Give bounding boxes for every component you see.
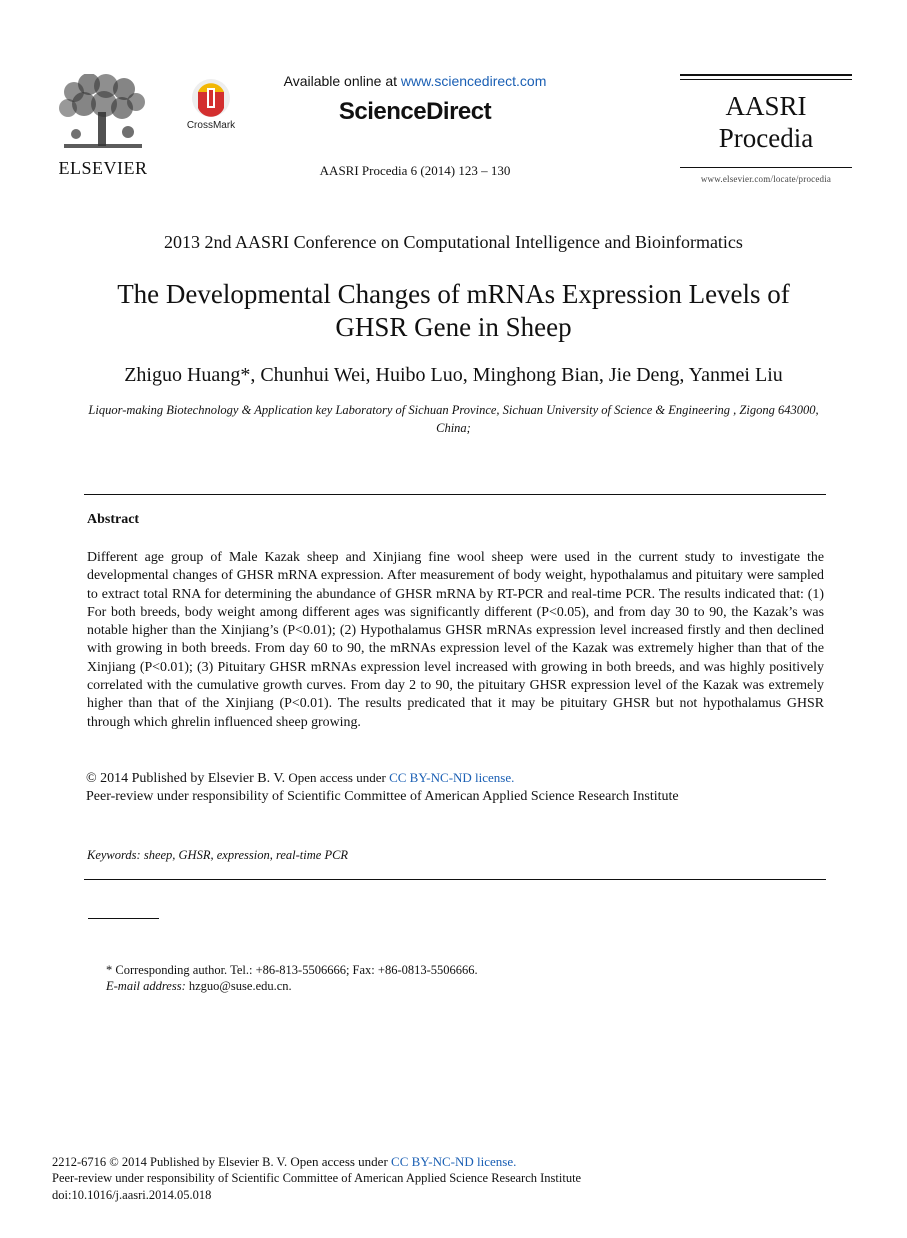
sciencedirect-title: ScienceDirect [338,98,492,125]
copyright-line [86,770,826,787]
masthead-rule-top [680,74,852,76]
paper-title [60,278,847,344]
publisher-wordmark: ELSEVIER [58,158,148,178]
footnote-separator [88,918,159,919]
email-value[interactable]: hzguo@suse.edu.cn. [185,979,292,993]
available-online-line [270,73,560,89]
peer-review-line: Peer-review under responsibility of Scientific Committee of American Applied Science Research Institute [86,789,679,804]
footer-issn-text: 2212-6716 © 2014 Published by Elsevier B. V. [52,1155,288,1169]
journal-url[interactable]: www.elsevier.com/locate/procedia [700,174,832,184]
journal-name-line1: AASRI [725,91,807,121]
author-list: Zhiguo Huang*, Chunhui Wei, Huibo Luo, Minghong Bian, Jie Deng, Yanmei Liu [124,364,783,386]
footer-license-link[interactable]: CC BY-NC-ND license. [391,1154,517,1169]
divider-bottom [84,879,826,880]
conference-name: 2013 2nd AASRI Conference on Computational Intelligence and Bioinformatics [164,232,743,252]
divider-top [84,494,826,495]
footer-doi[interactable]: doi:10.1016/j.aasri.2014.05.018 [52,1188,212,1202]
journal-reference: AASRI Procedia 6 (2014) 123 – 130 [319,163,511,178]
elsevier-tree-icon [54,74,152,154]
masthead-rule-top-thin [680,79,852,80]
email-note [106,979,292,994]
available-prefix: Available online at [283,73,401,89]
sciencedirect-link[interactable]: www.sciencedirect.com [400,73,547,89]
keywords: Keywords: sheep, GHSR, expression, real-time PCR [87,848,349,862]
license-link[interactable]: CC BY-NC-ND license. [389,770,515,785]
journal-name-line2: Procedia [718,123,814,153]
copyright-text: © 2014 Published by Elsevier B. V. [86,771,286,786]
crossmark-badge[interactable] [180,78,242,134]
email-label: E-mail address: [106,979,186,993]
masthead-rule-bottom [680,167,852,168]
abstract-heading: Abstract [87,512,140,527]
journal-name [680,90,852,154]
corresponding-author-note: * Corresponding author. Tel.: +86-813-5506666; Fax: +86-0813-5506666. [106,963,478,977]
footer-open-access: Open access under [287,1154,392,1169]
title-line-2: GHSR Gene in Sheep [335,312,572,342]
elsevier-logo [54,74,152,178]
footer-issn-line [52,1154,516,1170]
title-line-1: The Developmental Changes of mRNAs Expression Levels of [117,279,790,309]
abstract-body: Different age group of Male Kazak sheep and Xinjiang fine wool sheep were used in the current study to investigate the developmental changes of GHSR mRNA expression. After measurement of body weight, hypothalamus and pituitary were sampled to extract total RNA for determining the abundance of GHSR mRNA by RT-PCR and real-time PCR. The results indicated that: (1) For both breeds, body weight among different ages was significantly different (P<0.05), and from day 30 to 90, the Kazak’s was notable higher than the Xinjiang’s (P<0.01); (2) Hypothalamus GHSR mRNAs expression level increased firstly and then declined with growing in both breeds. From day 60 to 90, the mRNAs expression level of the Kazak was extremely higher than that of the Xinjiang (P<0.01); (3) Pituitary GHSR mRNAs expression level increased with growing in both breeds, and was highly positively correlated with the cumulative growth curves. From day 2 to 90, the pituitary GHSR expression level of the Kazak was extremely higher than that of the Xinjiang (P<0.01). The results predicated that it may be pituitary GHSR but not hypothalamus GHSR through which ghrelin influenced sheep growing. [87,550,824,730]
open-access-text: Open access under [285,770,390,785]
crossmark-label: CrossMark [186,120,236,131]
footer-peer-review: Peer-review under responsibility of Scientific Committee of American Applied Science Research Institute [52,1171,582,1185]
journal-masthead [680,74,852,186]
affiliation: Liquor-making Biotechnology & Application key Laboratory of Sichuan Province, Sichuan University of Science & Engineering , Zigong 643000, China; [88,403,819,435]
crossmark-icon [180,78,242,120]
